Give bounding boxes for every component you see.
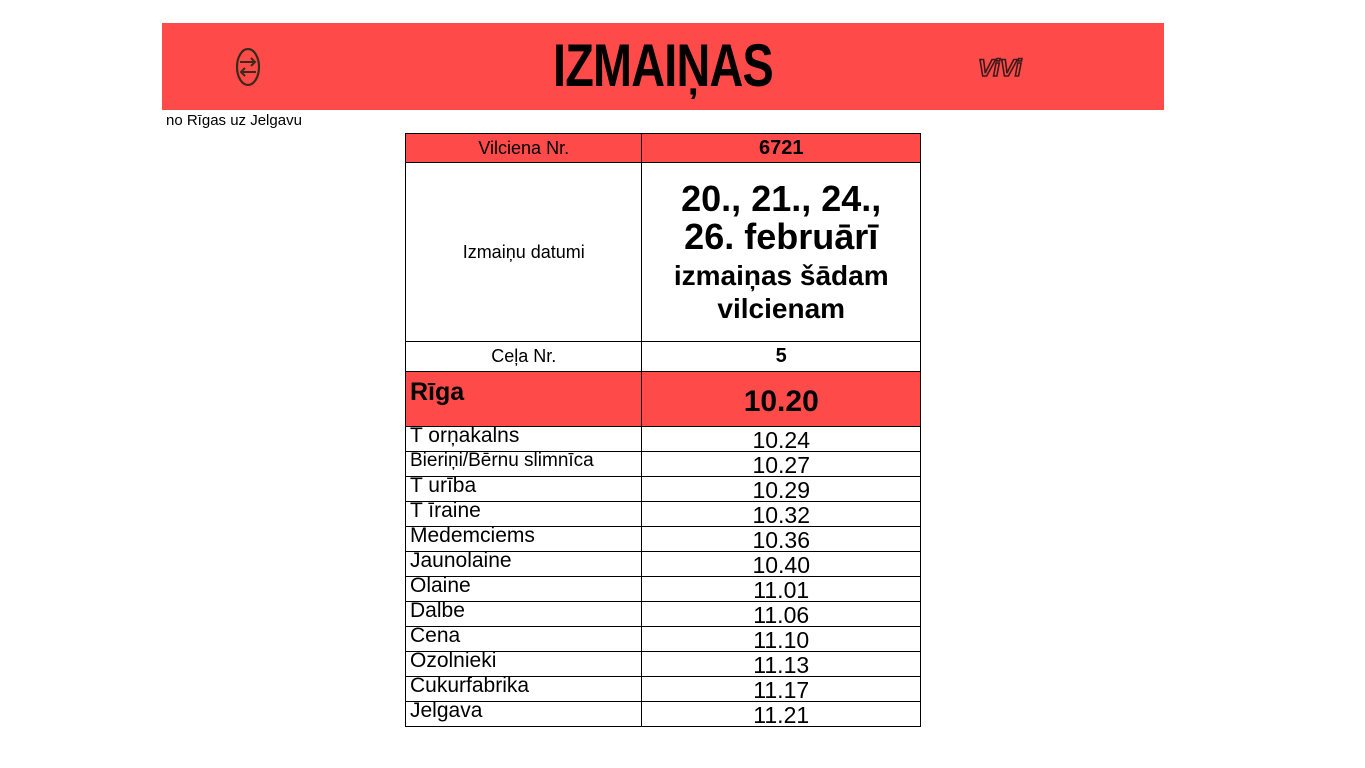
table-row [406, 477, 921, 502]
station-name: T īraine [406, 502, 642, 527]
departure-time: 10.27 [642, 452, 921, 477]
departure-time: 11.17 [642, 677, 921, 702]
table-row [406, 502, 921, 527]
departure-time: 11.06 [642, 602, 921, 627]
table-row [406, 527, 921, 552]
table-row [406, 452, 921, 477]
dates-value [642, 163, 921, 342]
dates-row [406, 163, 921, 342]
train-number-row [406, 134, 921, 163]
origin-row [406, 372, 921, 427]
vivi-logo-text: ViVi [978, 57, 1022, 79]
track-row [406, 342, 921, 372]
train-number-value: 6721 [642, 134, 921, 163]
departure-time: 10.32 [642, 502, 921, 527]
station-name: Jaunolaine [406, 552, 642, 577]
departure-time: 11.10 [642, 627, 921, 652]
station-name: Ozolnieki [406, 652, 642, 677]
dates-line-2: 26. februārī [684, 215, 879, 257]
train-number-label: Vilciena Nr. [406, 134, 642, 163]
dates-line-1: 20., 21., 24., [681, 177, 882, 219]
dates-line-3: izmaiņas šādam [673, 259, 889, 291]
station-name: Cukurfabrika [406, 677, 642, 702]
departure-time: 10.24 [642, 427, 921, 452]
page-title: IZMAIŅAS [553, 32, 773, 99]
station-name: T orņakalns [406, 427, 642, 452]
station-name: Dalbe [406, 602, 642, 627]
header-banner [162, 23, 1164, 110]
station-name: Olaine [406, 577, 642, 602]
table-row [406, 677, 921, 702]
dates-line-4: vilcienam [717, 292, 846, 324]
station-name: T urība [406, 477, 642, 502]
departure-time: 11.01 [642, 577, 921, 602]
station-name: Bieriņi/Bērnu slimnīca [406, 452, 642, 477]
schedule-table [405, 133, 921, 727]
table-row [406, 602, 921, 627]
origin-station: Rīga [406, 372, 642, 427]
station-name: Medemciems [406, 527, 642, 552]
route-text: no Rīgas uz Jelgavu [166, 112, 302, 129]
table-row [406, 627, 921, 652]
table-row [406, 652, 921, 677]
departure-time: 10.29 [642, 477, 921, 502]
table-row [406, 577, 921, 602]
circle-arrows-icon [234, 45, 262, 89]
dates-label: Izmaiņu datumi [406, 163, 642, 342]
departure-time: 11.13 [642, 652, 921, 677]
station-name: Cena [406, 627, 642, 652]
table-row [406, 702, 921, 727]
departure-time: 11.21 [642, 702, 921, 727]
departure-time: 10.40 [642, 552, 921, 577]
table-row [406, 427, 921, 452]
track-label: Ceļa Nr. [406, 342, 642, 372]
departure-time: 10.36 [642, 527, 921, 552]
table-row [406, 552, 921, 577]
track-value: 5 [642, 342, 921, 372]
station-name: Jelgava [406, 702, 642, 727]
vivi-logo [978, 57, 1042, 79]
origin-time: 10.20 [642, 372, 921, 427]
